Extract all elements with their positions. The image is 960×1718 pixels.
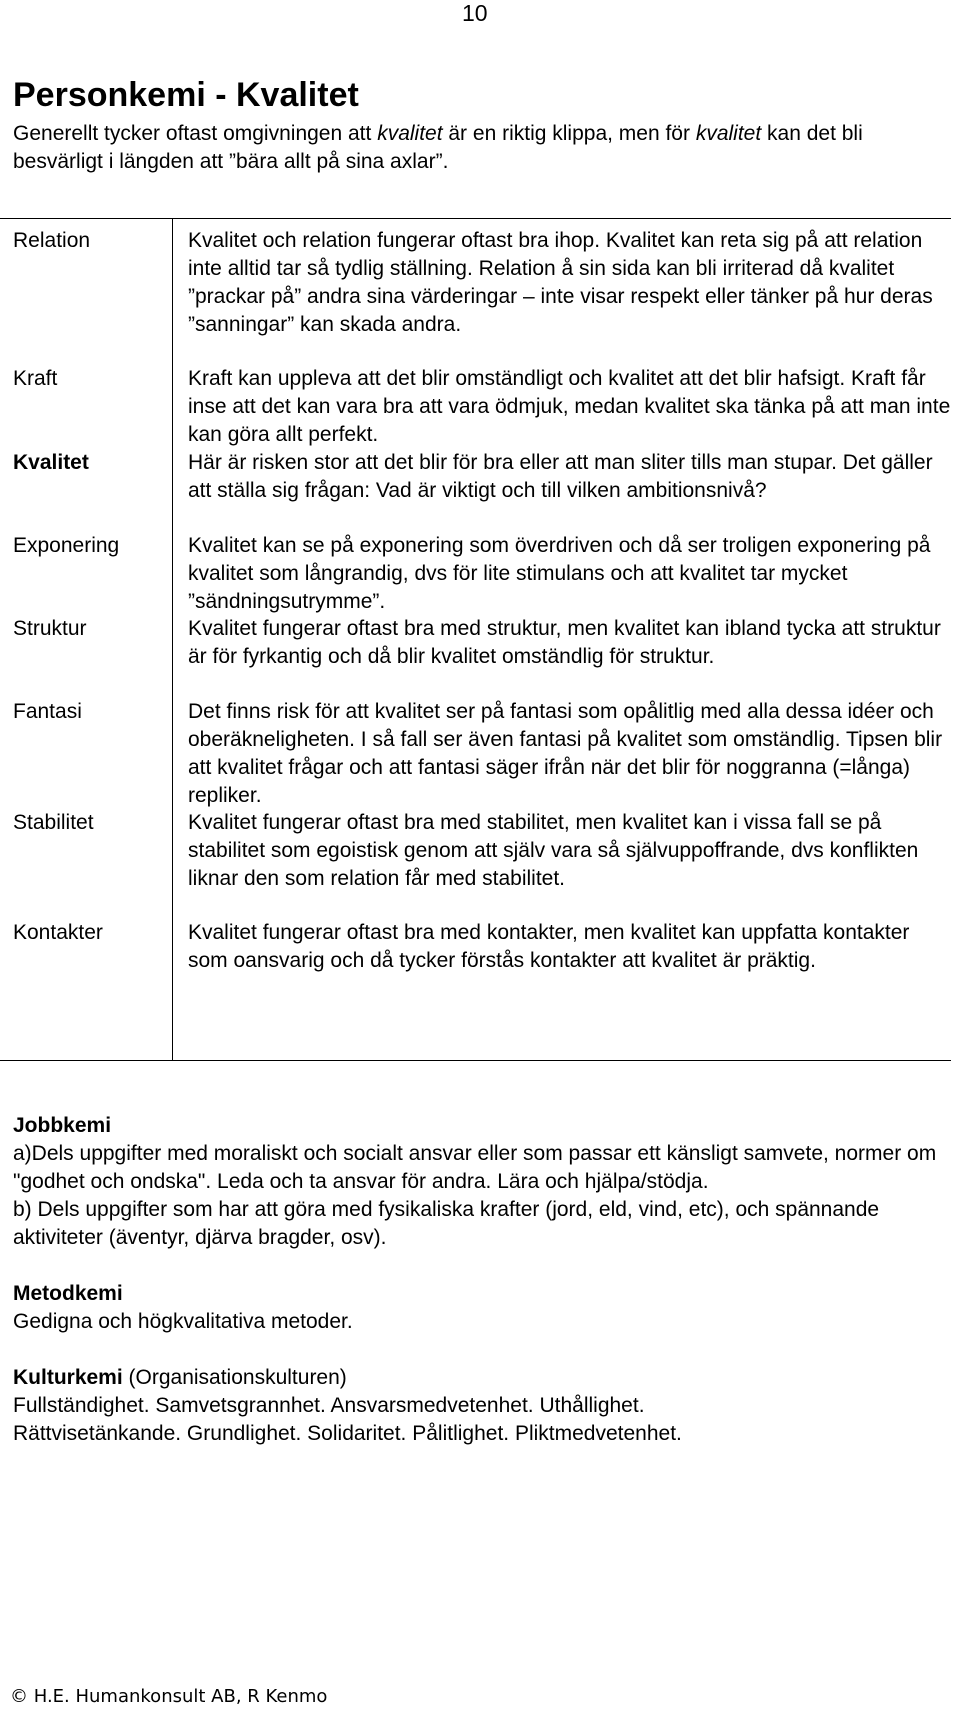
jobbkemi-a: a)Dels uppgifter med moraliskt och socialt ansvar eller som passar ett känsligt samvete, normer om "godhet och ondska". Leda och ta ansvar för andra. Lära och hjälpa/stödja. <box>13 1142 937 1193</box>
relation-description: Kvalitet kan se på exponering som överdriven och då ser troligen exponering på kvalitet som långrandig, dvs för lite stimulans och att kvalitet tar mycket ”sändningsutrymme”. <box>188 534 931 613</box>
jobbkemi-heading: Jobbkemi <box>13 1114 112 1137</box>
relation-name: Kraft <box>13 367 58 390</box>
relation-description: Kraft kan uppleva att det blir omständligt och kvalitet att det blir hafsigt. Kraft får inse att det kan vara bra att vara ödmjuk, medan kvalitet ska tänka på att man inte kan göra allt perfekt. <box>188 367 951 446</box>
page-number: 10 <box>462 0 488 26</box>
relation-name: Relation <box>13 229 91 252</box>
intro-emphasis-1: kvalitet <box>377 122 443 145</box>
kulturkemi-heading-suffix: (Organisationskulturen) <box>122 1366 347 1389</box>
kulturkemi-heading: Kulturkemi <box>13 1366 123 1389</box>
relation-description: Kvalitet fungerar oftast bra med stabilitet, men kvalitet kan i vissa fall se på stabilitet som egoistisk genom att själv vara så självuppoffrande, dvs konflikten liknar den som relation får med stabilitet. <box>188 811 919 890</box>
kulturkemi-line-2: Rättvisetänkande. Grundlighet. Solidaritet. Pålitlighet. Pliktmedvetenhet. <box>13 1422 682 1445</box>
intro-text-3: kan det bli besvärligt i längden att ”bära allt på sina axlar”. <box>13 122 863 173</box>
intro-text-2: är en riktig klippa, men för <box>442 122 696 145</box>
relation-description: Kvalitet och relation fungerar oftast bra ihop. Kvalitet kan reta sig på att relation inte alltid tar så tydlig ställning. Relation å sin sida kan bli irriterad då kvalitet ”prackar på” andra sina värderingar – inte visar respekt eller tänker på hur deras ”sanningar” kan skada andra. <box>188 229 933 336</box>
page-title: Personkemi - Kvalitet <box>13 76 359 114</box>
footer-copyright: © H.E. Humankonsult AB, R Kenmo <box>10 1686 328 1707</box>
relation-description: Här är risken stor att det blir för bra eller att man sliter tills man stupar. Det gäller att ställa sig frågan: Vad är viktigt och till vilken ambitionsnivå? <box>188 451 933 502</box>
intro-emphasis-2: kvalitet <box>695 122 762 145</box>
chemistry-sections <box>13 1112 943 1448</box>
jobbkemi-b: b) Dels uppgifter som har att göra med fysikaliska krafter (jord, eld, vind, etc), och spännande aktiviteter (äventyr, djärva bragder, osv). <box>13 1198 880 1249</box>
intro-paragraph <box>13 120 913 176</box>
relation-descriptions-column <box>173 219 952 1061</box>
relation-name: Kvalitet <box>13 451 89 474</box>
metodkemi-text: Gedigna och högkvalitativa metoder. <box>13 1310 353 1333</box>
intro-text-1: Generellt tycker oftast omgivningen att <box>13 122 378 145</box>
relation-description: Det finns risk för att kvalitet ser på fantasi som opålitlig med alla dessa idéer och oberäkneligheten. I så fall ser även fantasi på kvalitet som omständlig. Tipsen blir att kvalitet frågar och att fantasi säger ifrån när det blir för noggranna (=långa) repliker. <box>188 700 943 807</box>
relation-name: Exponering <box>13 534 120 557</box>
relations-table <box>0 218 951 1061</box>
relation-description: Kvalitet fungerar oftast bra med struktur, men kvalitet kan ibland tycka att struktur är för fyrkantig och då blir kvalitet omständlig för struktur. <box>188 617 941 668</box>
relation-name: Struktur <box>13 617 87 640</box>
relation-name: Stabilitet <box>13 811 94 834</box>
relation-name: Kontakter <box>13 921 103 944</box>
relation-names-column <box>0 219 173 1061</box>
relation-description: Kvalitet fungerar oftast bra med kontakter, men kvalitet kan uppfatta kontakter som oansvarig och då tycker förstås kontakter att kvalitet är präktig. <box>188 921 910 972</box>
metodkemi-heading: Metodkemi <box>13 1282 123 1305</box>
relation-name: Fantasi <box>13 700 82 723</box>
kulturkemi-line-1: Fullständighet. Samvetsgrannhet. Ansvarsmedvetenhet. Uthållighet. <box>13 1394 645 1417</box>
